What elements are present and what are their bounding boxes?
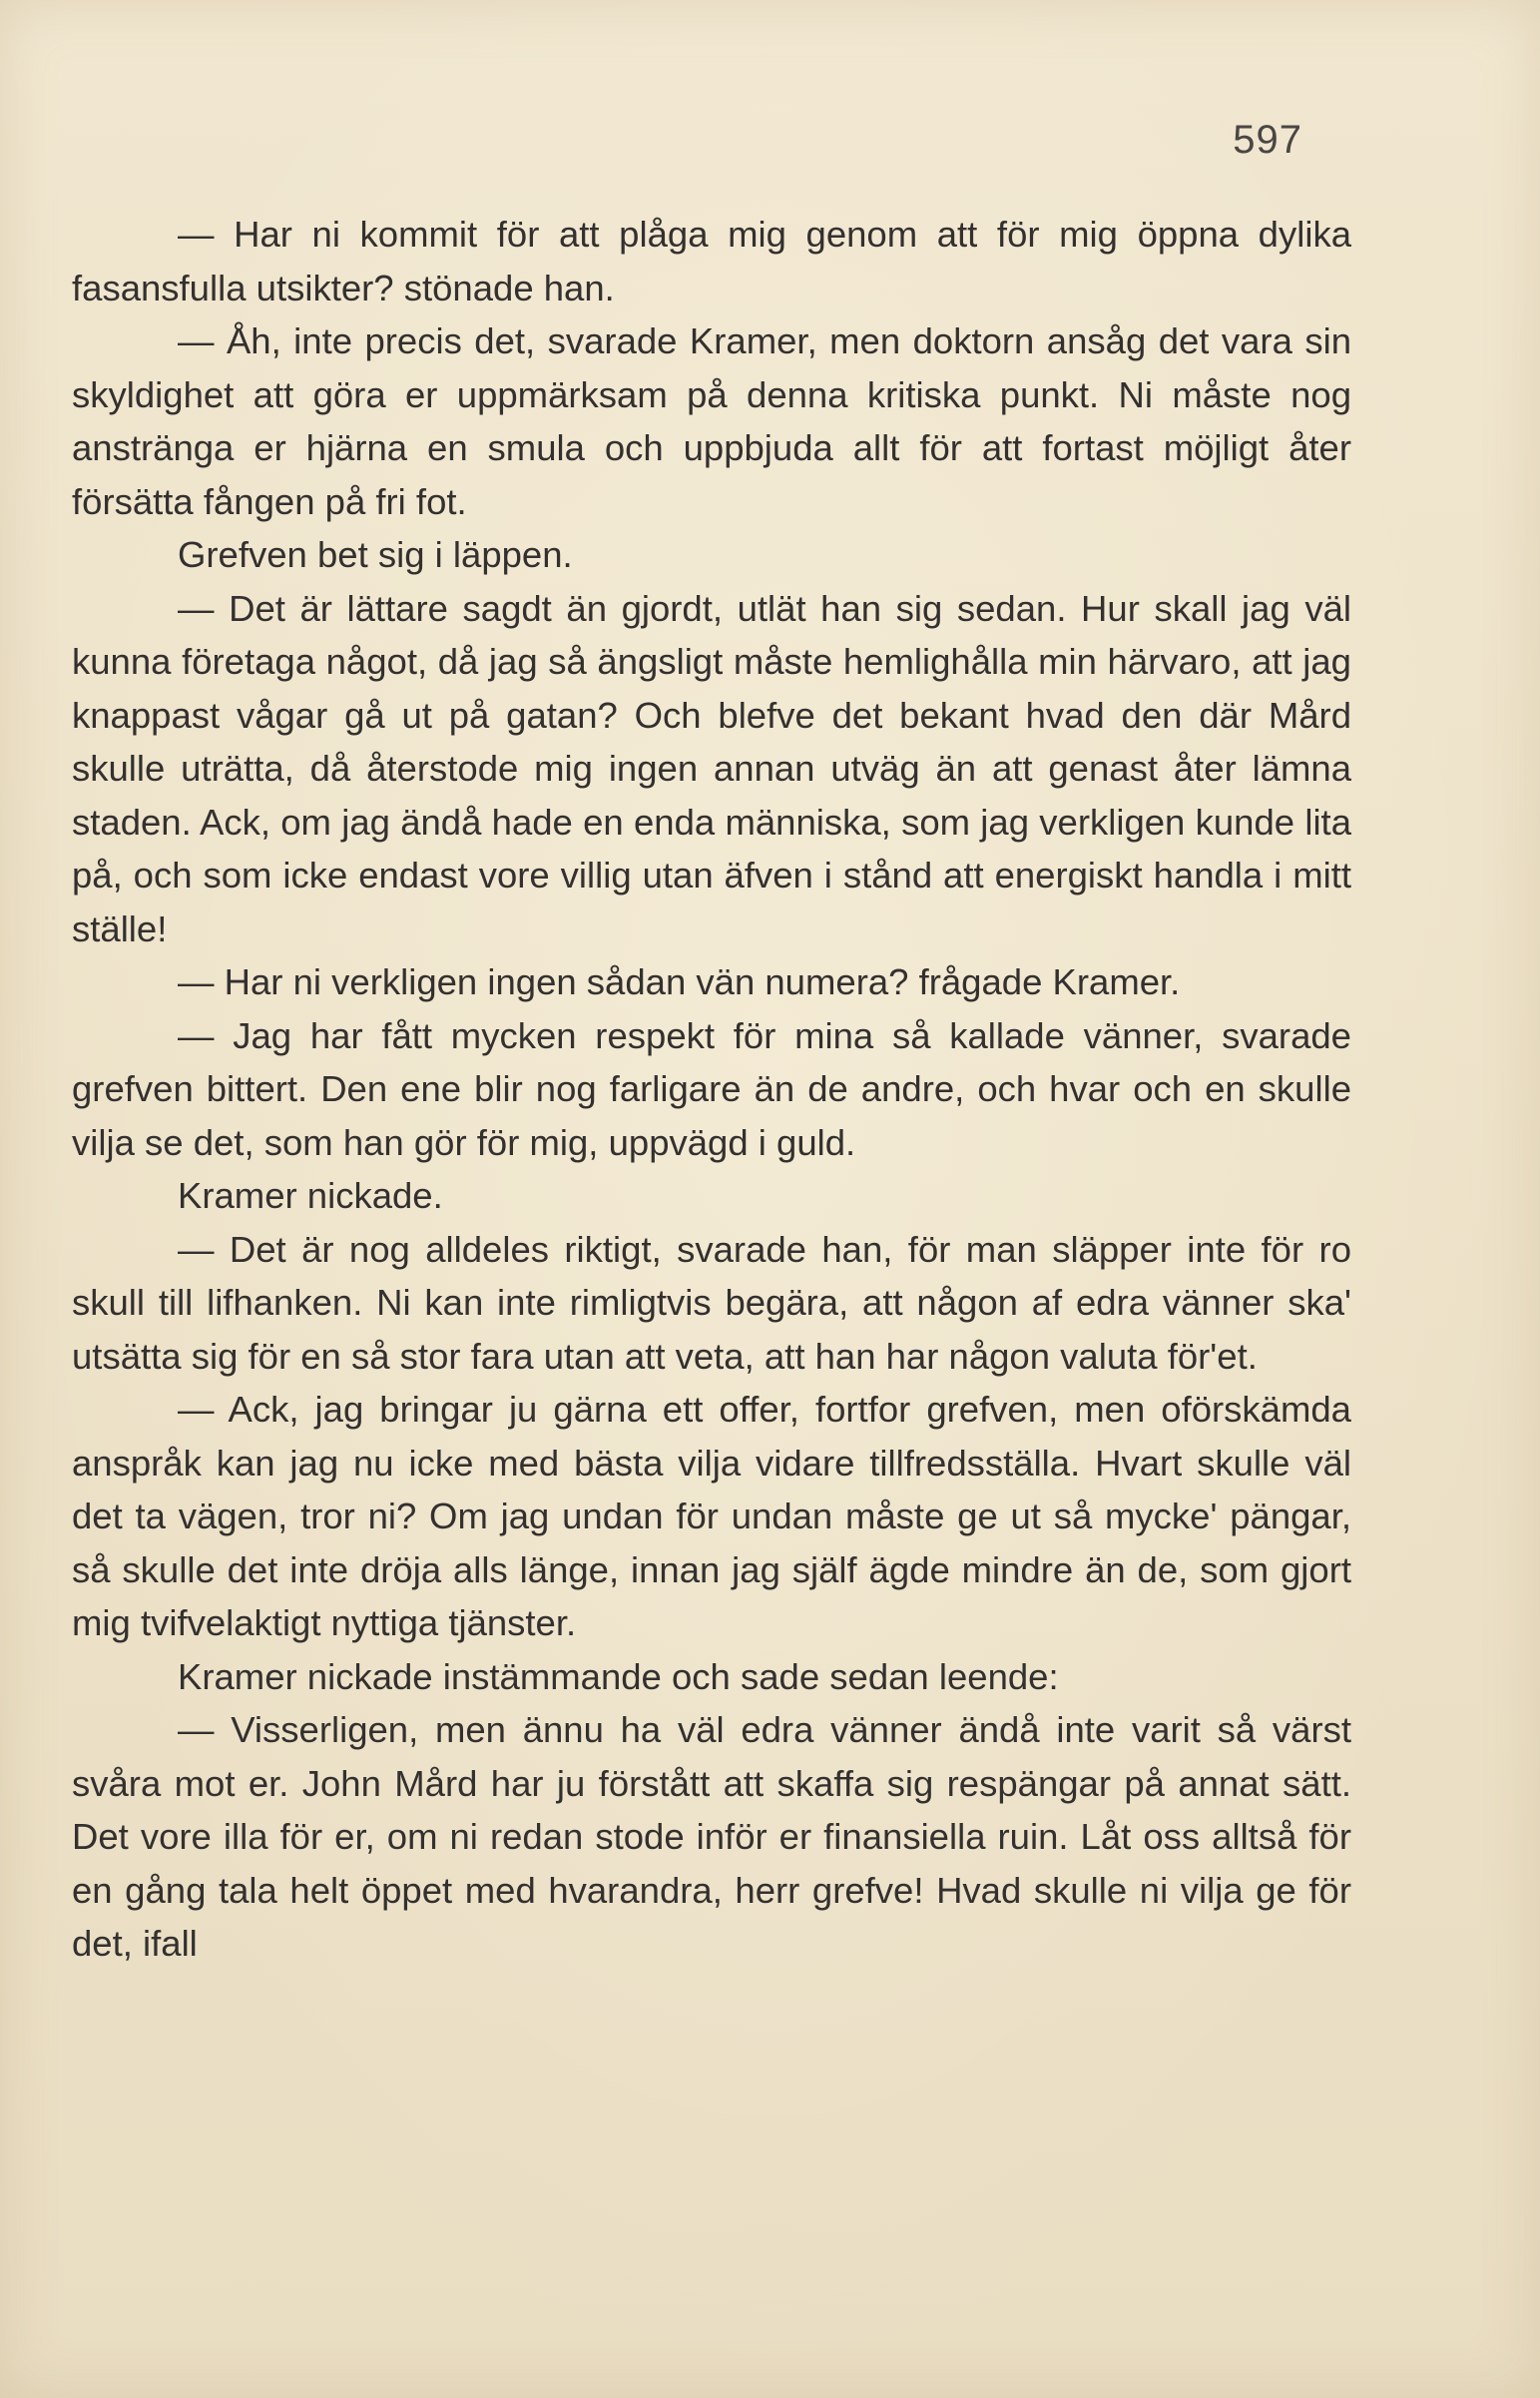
paragraph-8: — Det är nog alldeles riktigt, svarade han, för man släpper inte för ro skull till lifhanken. Ni kan inte rimligtvis begära, att någon af edra vänner ska' utsätta sig för en så stor fara utan att veta, att han har någon valuta för'et. <box>72 1228 1351 1377</box>
paragraph-9: — Ack, jag bringar ju gärna ett offer, fortfor grefven, men oförskämda anspråk kan jag nu icke med bästa vilja vidare tillfredsställa. Hvart skulle väl det ta vägen, tror ni? Om jag undan för undan måste ge ut så mycke' pängar, så skulle det inte dröja alls länge, innan jag själf ägde mindre än de, som gjort mig tvifvelaktigt nyttiga tjänster. <box>72 1389 1351 1643</box>
paragraph-11: — Visserligen, men ännu ha väl edra vänner ändå inte varit så värst svåra mot er. John Mård har ju förstått att skaffa sig respängar på annat sätt. Det vore illa för er, om ni redan stode inför er finansiella ruin. Låt oss alltså för en gång tala helt öppet med hvarandra, herr grefve! Hvad skulle ni vilja ge för det, ifall <box>72 1709 1351 1964</box>
paragraph-3: Grefven bet sig i läppen. <box>178 534 573 575</box>
paragraph-6: — Jag har fått mycken respekt för mina så kallade vänner, svarade grefven bittert. Den ene blir nog farligare än de andre, och hvar och en skulle vilja se det, som han gör för mig, uppvägd i guld. <box>72 1014 1351 1163</box>
paragraph-7: Kramer nickade. <box>178 1175 443 1216</box>
paragraph-2: — Åh, inte precis det, svarade Kramer, men doktorn ansåg det vara sin skyldighet att göra er uppmärksam på denna kritiska punkt. Ni måste nog anstränga er hjärna en smula och uppbjuda allt för att fortast möjligt åter försätta fången på fri fot. <box>72 320 1351 522</box>
page-number: 597 <box>1233 118 1302 162</box>
paragraph-5: — Har ni verkligen ingen sådan vän numera? frågade Kramer. <box>178 961 1181 1002</box>
paragraph-10: Kramer nickade instämmande och sade sedan leende: <box>178 1655 1059 1697</box>
paragraph-4: — Det är lättare sagdt än gjordt, utlät han sig sedan. Hur skall jag väl kunna företaga något, då jag så ängsligt måste hemlighålla min härvaro, att jag knappast vågar gå ut på gatan? Och blefve det bekant hvad den där Mård skulle uträtta, då återstode mig ingen annan utväg än att genast åter lämna staden. Ack, om jag ändå hade en enda människa, som jag verkligen kunde lita på, och som icke endast vore villig utan äfven i stånd att energiskt handla i mitt ställe! <box>72 587 1351 949</box>
paragraph-1: — Har ni kommit för att plåga mig genom att för mig öppna dylika fasansfulla utsikter? stönade han. <box>72 214 1351 308</box>
body-text <box>72 208 1351 1971</box>
